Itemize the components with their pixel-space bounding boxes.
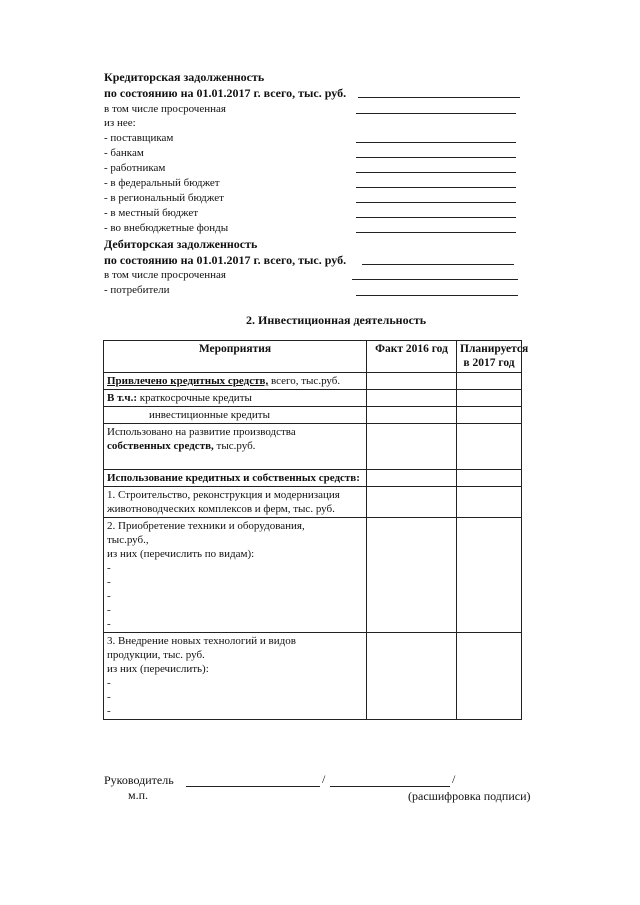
creditor-item: - банкам: [104, 147, 144, 159]
cell-plan[interactable]: [457, 390, 522, 407]
table-row: [104, 470, 522, 487]
table-row: [104, 373, 522, 390]
cell-technologies: 3. Внедрение новых технологий и видов продукции, тыс. руб. из них (перечислить): - - -: [104, 633, 367, 720]
creditor-item: - во внебюджетные фонды: [104, 222, 229, 234]
creditor-item: - поставщикам: [104, 132, 174, 144]
table-row: [104, 390, 522, 407]
cell-fact[interactable]: [367, 470, 457, 487]
cell-plan[interactable]: [457, 407, 522, 424]
creditor-item: - в региональный бюджет: [104, 192, 224, 204]
debtor-item: - потребители: [104, 284, 170, 296]
creditor-item-line: [356, 202, 516, 203]
cell-fact[interactable]: [367, 390, 457, 407]
table-row: [104, 487, 522, 518]
cell-fact[interactable]: [367, 487, 457, 518]
signature-label: Руководитель: [104, 773, 174, 787]
creditor-item-line: [356, 217, 516, 218]
table-row: [104, 518, 522, 633]
signature-decode-line[interactable]: [330, 786, 450, 787]
debtor-item-line: [352, 279, 518, 280]
cell-fact[interactable]: [367, 633, 457, 720]
header-fact-2016: Факт 2016 год: [367, 341, 457, 373]
creditor-item: - в федеральный бюджет: [104, 177, 220, 189]
cell-plan[interactable]: [457, 424, 522, 470]
signature-line[interactable]: [186, 786, 320, 787]
cell-plan[interactable]: [457, 518, 522, 633]
cell-short-term: В т.ч.: краткосрочные кредиты: [104, 390, 367, 407]
cell-own-funds: Использовано на развитие производства собственных средств, тыс.руб.: [104, 424, 367, 470]
creditor-item: - в местный бюджет: [104, 207, 199, 219]
header-plan-2017: Планируется в 2017 год: [457, 341, 522, 373]
creditor-item-line: [356, 113, 516, 114]
creditor-item-line: [356, 172, 516, 173]
debtor-item-line: [356, 295, 518, 296]
debtor-title: Дебиторская задолженность: [104, 237, 258, 251]
creditor-item-line: [356, 157, 516, 158]
cell-plan[interactable]: [457, 487, 522, 518]
cell-equipment: 2. Приобретение техники и оборудования, тыс.руб., из них (перечислить по видам): - - - - -: [104, 518, 367, 633]
cell-fact[interactable]: [367, 373, 457, 390]
debtor-total-line: [362, 264, 514, 265]
creditor-item-line: [356, 232, 516, 233]
header-activities: Мероприятия: [104, 341, 367, 373]
creditor-item-line: [356, 142, 516, 143]
debtor-subtitle: по состоянию на 01.01.2017 г. всего, тыс. руб.: [104, 253, 347, 267]
debtor-item: в том числе просроченная: [104, 269, 226, 281]
table-row: [104, 407, 522, 424]
table-row: [104, 424, 522, 470]
cell-plan[interactable]: [457, 470, 522, 487]
investment-table: [103, 340, 529, 720]
creditor-item: - работникам: [104, 162, 166, 174]
cell-investment-credit: инвестиционные кредиты: [104, 407, 367, 424]
cell-fact[interactable]: [367, 407, 457, 424]
cell-usage-header: Использование кредитных и собственных средств:: [104, 470, 367, 487]
cell-plan[interactable]: [457, 373, 522, 390]
cell-fact[interactable]: [367, 424, 457, 470]
cell-attracted-credit: Привлечено кредитных средств, всего, тыс.руб.: [104, 373, 367, 390]
table-row: [104, 633, 522, 720]
creditor-total-line: [358, 97, 520, 98]
creditor-item: в том числе просроченная: [104, 103, 226, 115]
signature-slash: /: [322, 772, 326, 786]
signature-slash: /: [452, 772, 456, 786]
creditor-subtitle: по состоянию на 01.01.2017 г. всего, тыс. руб.: [104, 86, 347, 100]
cell-fact[interactable]: [367, 518, 457, 633]
cell-construction: 1. Строительство, реконструкция и модернизация животноводческих комплексов и ферм, тыс. руб.: [104, 487, 367, 518]
creditor-item: из нее:: [104, 117, 136, 129]
signature-decode-label: (расшифровка подписи): [408, 789, 531, 803]
table-header-row: [104, 341, 522, 373]
section-title: 2. Инвестиционная деятельность: [246, 313, 427, 327]
creditor-item-line: [356, 187, 516, 188]
creditor-title: Кредиторская задолженность: [104, 70, 265, 84]
cell-plan[interactable]: [457, 633, 522, 720]
stamp-label: м.п.: [128, 788, 149, 802]
